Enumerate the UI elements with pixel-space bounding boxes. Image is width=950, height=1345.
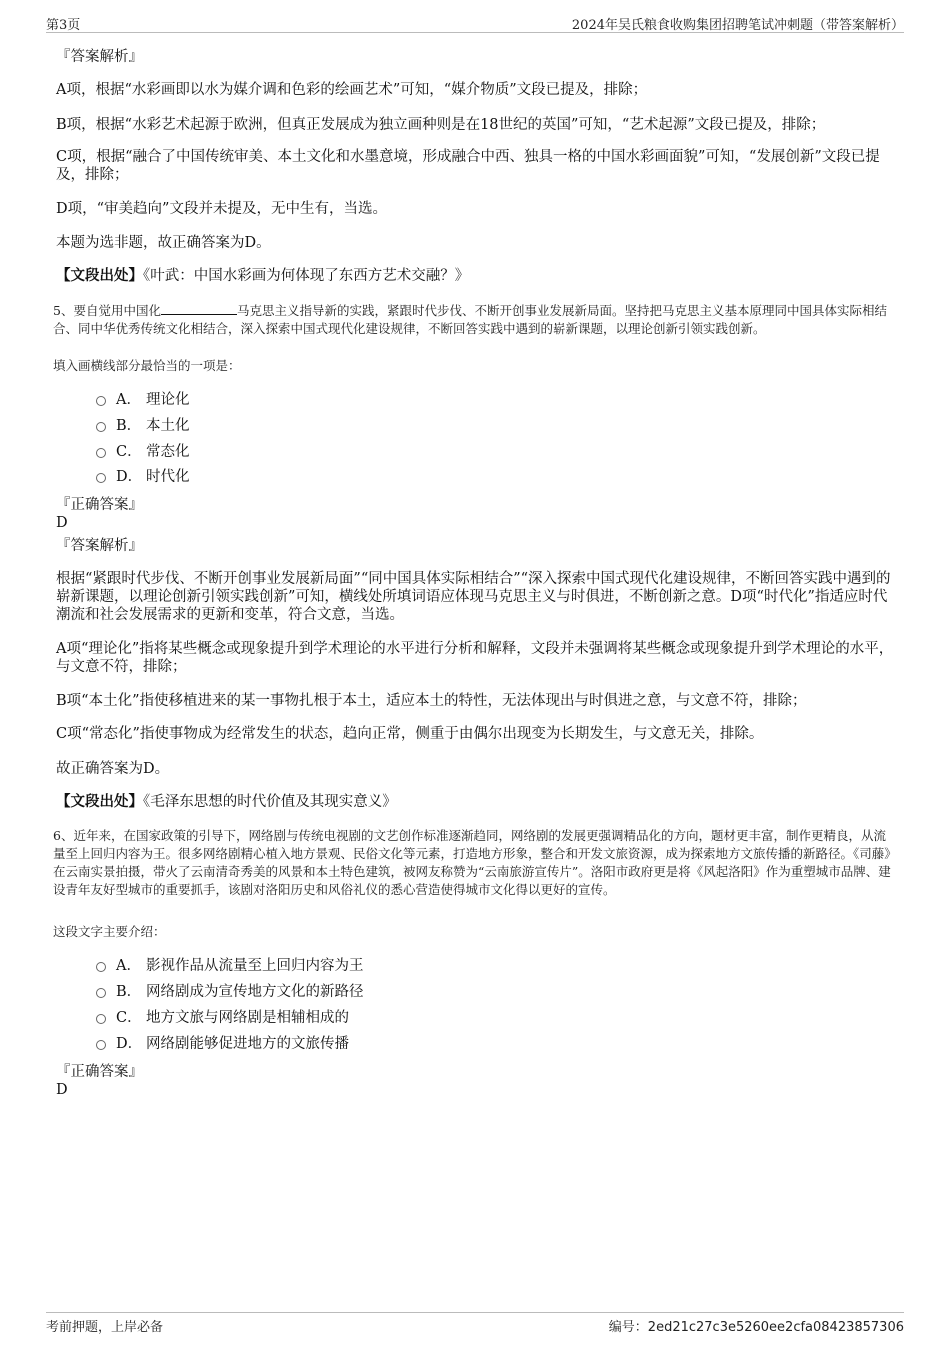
option-letter: D． <box>116 1036 143 1052</box>
q5-stem-before: 5、要自觉用中国化 <box>53 303 161 318</box>
q6-answer-label: 『正确答案』 <box>56 1064 143 1080</box>
q5-option-c[interactable] <box>96 443 190 461</box>
q5-answer: D <box>56 515 68 531</box>
page-footer <box>46 1312 904 1335</box>
q4-source-text: 《叶武：中国水彩画为何体现了东西方艺术交融？》 <box>143 268 470 284</box>
footer-slogan: 考前押题，上岸必备 <box>46 1320 164 1335</box>
q6-option-c[interactable] <box>96 1009 349 1027</box>
radio-icon[interactable] <box>96 422 106 432</box>
radio-icon[interactable] <box>96 988 106 998</box>
page-number: 第3页 <box>46 18 81 33</box>
option-text: 时代化 <box>146 469 190 485</box>
radio-icon[interactable] <box>96 1014 106 1024</box>
q5-analysis-label: 『答案解析』 <box>56 538 143 554</box>
option-text: 网络剧成为宣传地方文化的新路径 <box>146 984 364 1000</box>
q6-prompt: 这段文字主要介绍： <box>53 924 166 939</box>
q6-stem: 6、近年来，在国家政策的引导下，网络剧与传统电视剧的文艺创作标准逐渐趋同，网络剧的发展更强调精品化的方向，题材更丰富，制作更精良，从流量至上回归内容为王。很多网络剧精心植入地方景观、民俗文化等元素，打造地方形象，整合和开发文旅资源，成为探索地方文旅传播的新路径。《司藤》在云南实景拍摄，带火了云南清奇秀美的风景和本土特色建筑，被网友称赞为“云南旅游宣传片”。洛阳市政府更是将《风起洛阳》作为重塑城市品牌、建设青年友好型城市的重要抓手，该剧对洛阳历史和风俗礼仪的悉心营造使得城市文化得以更好的宣传。 <box>53 828 897 897</box>
radio-icon[interactable] <box>96 473 106 483</box>
q5-analysis-b: B项“本土化”指使移植进来的某一事物扎根于本土，适应本土的特性，无法体现出与时俱进之意，与文意不符，排除； <box>56 693 807 709</box>
q5-analysis-a: A项“理论化”指将某些概念或现象提升到学术理论的水平进行分析和解释，文段并未强调将某些概念或现象提升到学术理论的水平，与文意不符，排除； <box>56 641 894 675</box>
q6-option-d[interactable] <box>96 1035 349 1053</box>
option-text: 地方文旅与网络剧是相辅相成的 <box>146 1010 349 1026</box>
q5-option-a[interactable] <box>96 391 190 409</box>
q5-stem <box>53 302 898 338</box>
option-letter: B． <box>116 984 142 1000</box>
radio-icon[interactable] <box>96 1040 106 1050</box>
option-text: 常态化 <box>146 444 190 460</box>
q5-option-b[interactable] <box>96 417 190 435</box>
option-text: 影视作品从流量至上回归内容为王 <box>146 958 364 974</box>
q4-source-label: 【文段出处】 <box>56 267 143 284</box>
q5-analysis-main: 根据“紧跟时代步伐、不断开创事业发展新局面”“同中国具体实际相结合”“深入探索中国式现代化建设规律，不断回答实践中遇到的崭新课题，以理论创新引领实践创新”可知，横线处所填词语应体现马克思主义与时俱进，不断创新之意。D项“时代化”指适应时代潮流和社会发展需求的更新和变革，符合文意，当选。 <box>56 571 891 623</box>
document-code <box>609 1316 904 1335</box>
code-label: 编号： <box>608 1320 648 1335</box>
radio-icon[interactable] <box>96 396 106 406</box>
option-letter: C． <box>116 1010 142 1026</box>
radio-icon[interactable] <box>96 448 106 458</box>
q4-analysis-label: 『答案解析』 <box>56 49 143 65</box>
document-title: 2024年吴氏粮食收购集团招聘笔试冲刺题（带答案解析） <box>571 18 904 33</box>
q5-source <box>56 793 894 811</box>
q4-source <box>56 267 894 285</box>
q5-prompt: 填入画横线部分最恰当的一项是： <box>53 358 241 373</box>
q4-analysis-b: B项，根据“水彩艺术起源于欧洲，但真正发展成为独立画种则是在18世纪的英国”可知，“艺术起源”文段已提及，排除； <box>56 117 826 133</box>
code-value: 2ed21c27c3e5260ee2cfa08423857306 <box>647 1320 904 1335</box>
q5-conclusion: 故正确答案为D。 <box>56 761 170 777</box>
option-text: 网络剧能够促进地方的文旅传播 <box>146 1036 349 1052</box>
q6-option-b[interactable] <box>96 983 364 1001</box>
q4-analysis-d: D项，“审美趋向”文段并未提及，无中生有，当选。 <box>56 201 387 217</box>
q5-answer-label: 『正确答案』 <box>56 497 143 513</box>
option-text: 本土化 <box>146 418 190 434</box>
option-letter: D． <box>116 469 143 485</box>
q4-conclusion: 本题为选非题，故正确答案为D。 <box>56 235 271 251</box>
option-letter: B． <box>116 418 142 434</box>
option-letter: C． <box>116 444 142 460</box>
option-letter: A． <box>116 958 141 974</box>
q4-analysis-a: A项，根据“水彩画即以水为媒介调和色彩的绘画艺术”可知，“媒介物质”文段已提及，排除； <box>56 82 648 98</box>
q6-option-a[interactable] <box>96 957 364 975</box>
q5-analysis-c: C项“常态化”指使事物成为经常发生的状态，趋向正常，侧重于由偶尔出现变为长期发生，与文意无关，排除。 <box>56 726 764 742</box>
q6-answer: D <box>56 1082 68 1098</box>
page-header <box>46 12 904 33</box>
radio-icon[interactable] <box>96 962 106 972</box>
option-text: 理论化 <box>146 392 190 408</box>
q5-source-text: 《毛泽东思想的时代价值及其现实意义》 <box>143 794 397 810</box>
option-letter: A． <box>116 392 141 408</box>
q5-stem-after: 马克思主义指导新的实践，紧跟时代步伐、不断开创事业发展新局面。坚持把马克思主义基本原理同中国具体实际相结合、同中华优秀传统文化相结合，深入探索中国式现代化建设规律，不断回答实践中遇到的崭新课题，以理论创新引领实践创新。 <box>53 303 887 336</box>
q5-option-d[interactable] <box>96 468 190 486</box>
fill-blank <box>161 302 237 315</box>
q5-source-label: 【文段出处】 <box>56 793 143 810</box>
q4-analysis-c: C项，根据“融合了中国传统审美、本土文化和水墨意境，形成融合中西、独具一格的中国水彩画面貌”可知，“发展创新”文段已提及，排除； <box>56 149 880 183</box>
